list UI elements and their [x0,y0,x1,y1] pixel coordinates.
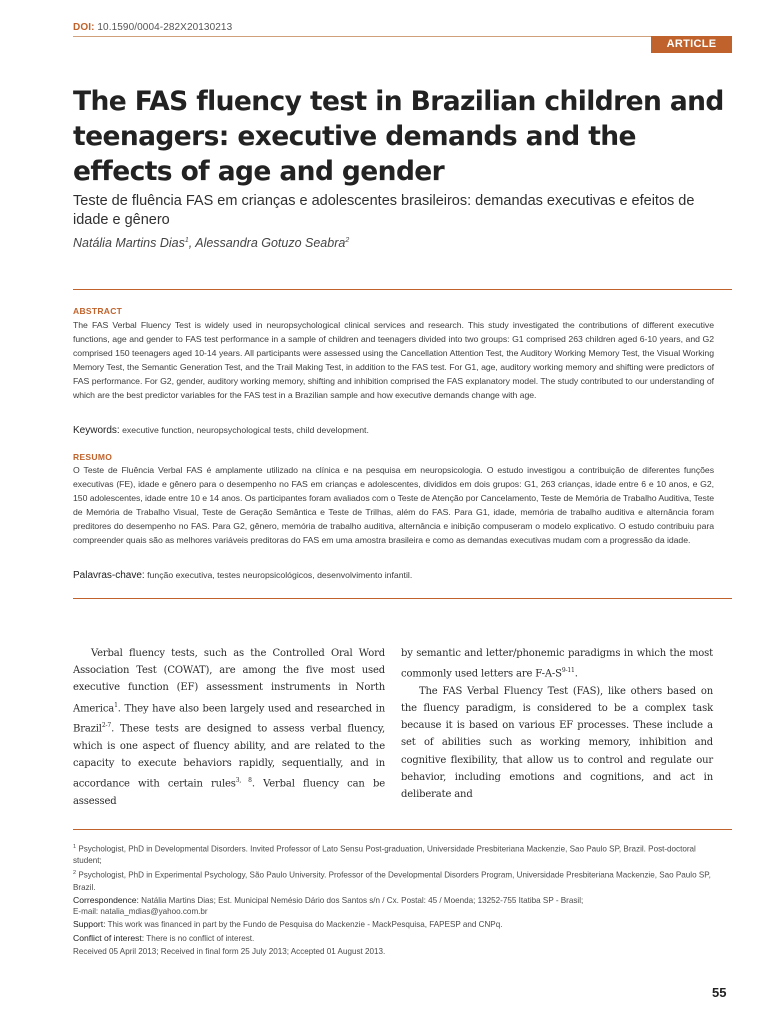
article-title: The FAS fluency test in Brazilian children and teenagers: executive demands and the effects of age and gender [73,86,724,187]
body-paragraph [73,645,385,810]
author-affiliation-marker: 1 [184,236,189,244]
doi-label: DOI: [73,22,95,33]
footnote-support [73,919,723,931]
footnote-marker: 2 [73,870,77,877]
resumo-text: O Teste de Fluência Verbal FAS é amplamente utilizado na clínica e na pesquisa em neuropsicologia. O estudo investigou a contribuição de diferentes funções executivas (FE), idade e gênero para o desempenho no FAS em crianças e adolescentes, divididos em dois grupos: G1, 263 crianças, idade entre 6 e 10 anos, e G2, 150 adolescentes, idade entre 10 e 14 anos. Os participantes foram avaliados com o Teste de Atenção por Cancelamento, Teste de Memória de Trabalho Auditiva, Teste de Memória de Trabalho Visual, Teste de Geração Semântica e Teste de Trilhas, além do FAS. Para G1, idade, memória de trabalho auditiva e alternância foram preditores do desempenho no FAS. Para G2, gênero, memória de trabalho auditiva, alternância e inibição compuseram o modelo explicativo. O estudo contribuiu para compreender quais são as melhores variáveis preditoras do FAS em uma amostra brasileira e como as demandas executivas mudam com a progressão da idade. [73,465,714,546]
footnote-received-dates: Received 05 April 2013; Received in final form 25 July 2013; Accepted 01 August 2013. [73,946,386,956]
body-column-right [401,645,713,803]
footnote-conflict [73,933,723,945]
conflict-text: There is no conflict of interest. [144,933,255,943]
body-text: . These tests are designed to assess verbal fluency, which is one aspect of fluency ability, and are related to the capacity to execute behaviors rapidly, sequentially, and in accordance with certain rules [73,723,385,790]
footnote-marker: 1 [73,844,77,850]
article-type-badge: ARTICLE [651,36,732,53]
page-number: 55 [712,985,727,1000]
abstract-heading: ABSTRACT [73,306,123,316]
body-text: Verbal fluency tests, such as the Controlled Oral Word Association Test (COWAT), are among the five most used executive function (EF) assessment instruments in North America [73,648,385,714]
author-affiliation-marker: 2 [345,236,350,244]
body-text: . Verbal fluency can be assessed [73,778,385,807]
author-list [73,236,349,250]
body-text: by semantic and letter/phonemic paradigms in which the most commonly used letters are F-A-S [401,648,713,680]
author-separator: , [188,236,196,250]
footnote-divider [73,829,732,830]
body-paragraph: The FAS Verbal Fluency Test (FAS), like others based on the fluency paradigm, is considered to be a complex task because it is based on various EF processes. These include a set of abilities such as working memory, inhibition and cognitive flexibility, that allow us to control and regulate our behavior, including emotions and cognitions, and act in deliberate and [401,685,713,800]
palavras-chave-label: Palavras-chave: [73,570,145,581]
citation-ref[interactable]: 2-7 [101,722,112,730]
body-column-left [73,645,385,810]
conflict-label: Conflict of interest: [73,932,145,943]
footnote-text: Psychologist, PhD in Experimental Psychology, São Paulo University. Professor of the Developmental Disorders Program, Universidade Presbiteriana Mackenzie, Sao Paulo SP, Brazil. [73,871,711,892]
doi-value[interactable]: 10.1590/0004-282X20130213 [94,22,233,33]
article-subtitle: Teste de fluência FAS em crianças e adolescentes brasileiros: demandas executivas e efeitos de idade e gênero [73,193,695,228]
resumo-heading: RESUMO [73,452,113,462]
body-text: . They have also been largely used and researched in Brazil [73,702,385,735]
footnotes [73,842,723,959]
correspondence-label: Correspondence: [73,894,139,905]
body-top-divider [73,598,732,599]
citation-ref[interactable]: 1 [114,701,118,709]
keywords-label: Keywords: [73,425,120,436]
support-text: This work was financed in part by the Fundo de Pesquisa do Mackenzie - MackPesquisa, FAPESP and CNPq. [105,920,503,930]
doi-line [73,22,232,33]
citation-ref[interactable]: 3, 8 [235,777,252,785]
footnote-text: Psychologist, PhD in Developmental Disorders. Invited Professor of Lato Sensu Post-graduation, Universidade Presbiteriana Mackenzie, Sao Paulo SP, Brazil. Post-doctoral student; [73,844,696,866]
palavras-chave-line [73,570,412,581]
header-divider [73,36,732,37]
correspondence-address: Natália Martins Dias; Est. Municipal Nemésio Dário dos Santos s/n / Cx. Postal: 45 / Moenda; 13252-755 Itatiba SP - Brasil; [138,895,584,905]
author-name: Alessandra Gotuzo Seabra [195,236,346,250]
keywords-value: executive function, neuropsychological tests, child development. [119,425,369,435]
author-name: Natália Martins Dias [73,236,185,250]
support-label: Support: [73,919,106,930]
abstract-text: The FAS Verbal Fluency Test is widely used in neuropsychological clinical services and research. This study investigated the contributions of different executive functions, age and gender to FAS test performance in a sample of children and teenagers divided into two groups: G1 comprised 263 children aged 6-10 years, and G2 comprised 150 teenagers aged 10-14 years. All participants were assessed using the Cancellation Attention Test, the Auditory Working Memory Test, the Visual Working Memory Test, the Semantic Generation Test, and the Trail Making Test, in addition to the FAS test. For G1, age, auditory working memory and shifting were predictors of FAS performance. For G2, gender, auditory working memory, shifting and inhibition comprised the FAS explanatory model. The study contributed to our understanding of which are the best predictor variables for the FAS test in a Brazilian sample and how executive demands change with age. [73,320,714,401]
footnote-affiliation-2 [73,868,723,893]
citation-ref[interactable]: 9-11 [561,667,575,675]
abstract-top-divider [73,289,732,290]
body-paragraph [401,645,713,683]
footnote-correspondence [73,895,723,918]
keywords-line [73,425,369,436]
palavras-chave-value: função executiva, testes neuropsicológicos, desenvolvimento infantil. [144,570,413,580]
correspondence-email[interactable]: E-mail: natalia_mdias@yahoo.com.br [73,907,208,917]
body-text: . [574,668,578,680]
footnote-affiliation-1 [73,842,723,867]
